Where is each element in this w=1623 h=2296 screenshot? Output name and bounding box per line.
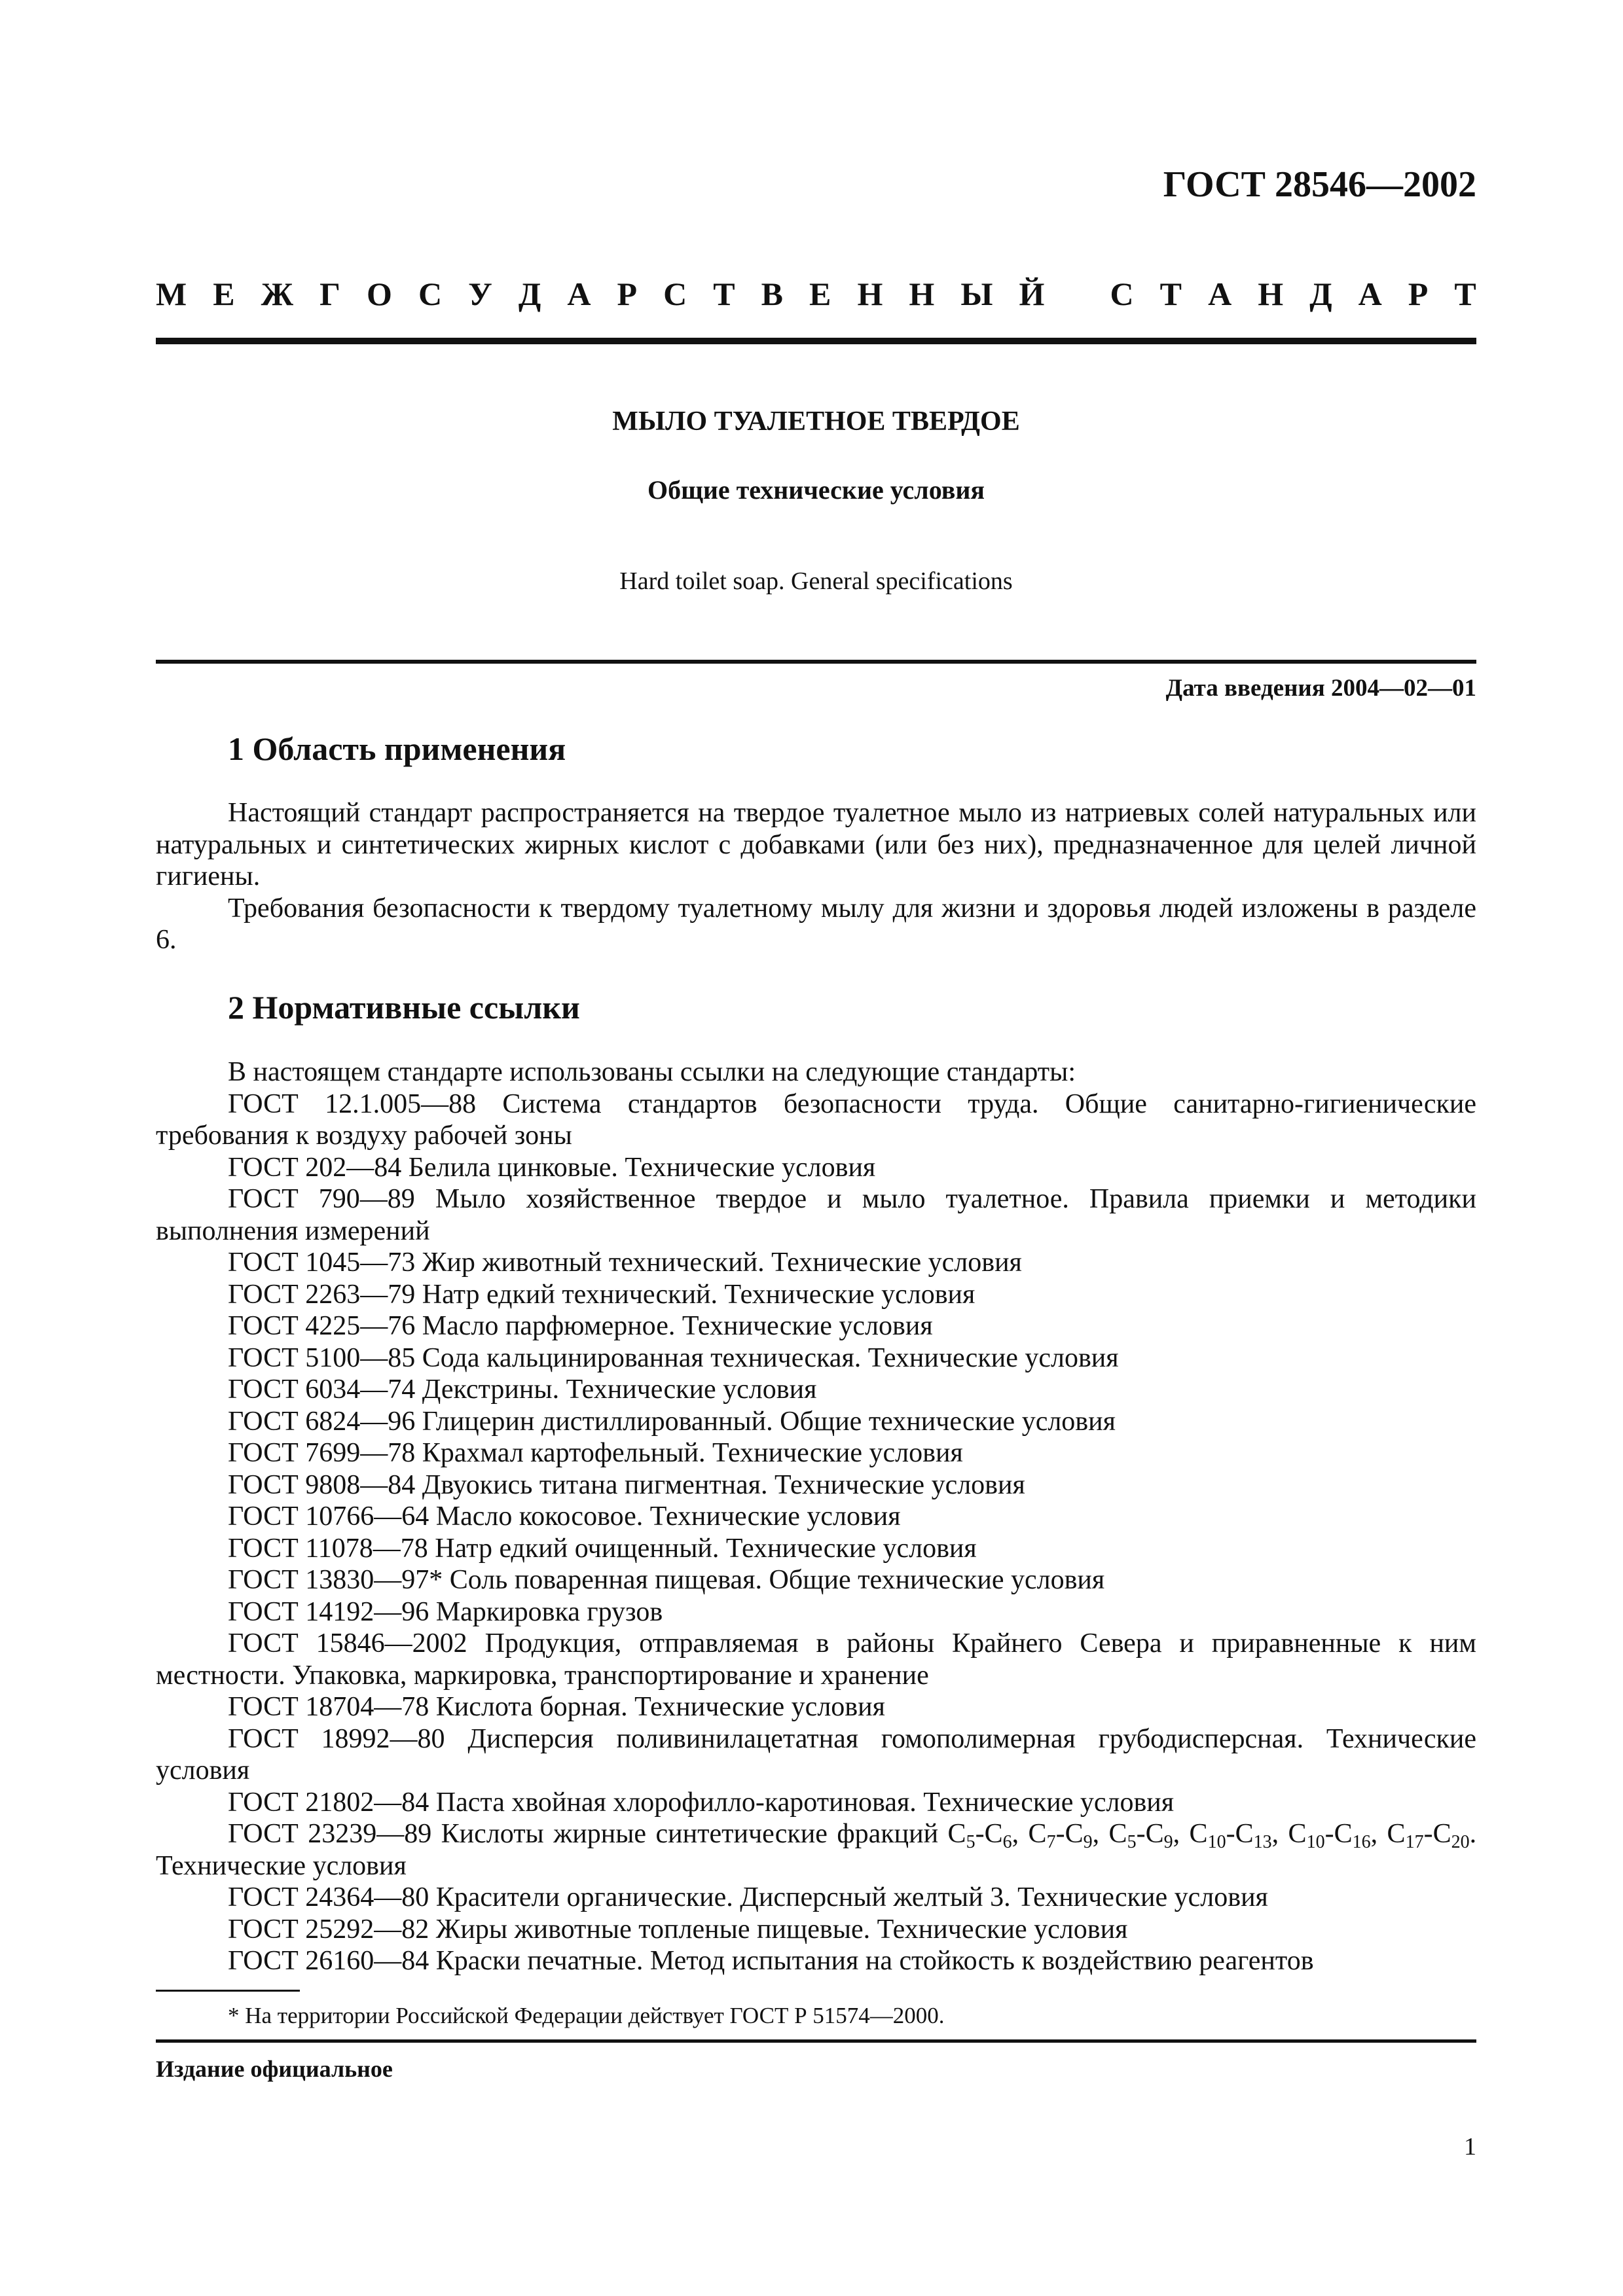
banner-letter: С (1110, 276, 1134, 312)
reference-item: ГОСТ 24364—80 Красители органические. Дисперсный желтый 3. Технические условия (228, 1882, 1268, 1912)
banner-letter: У (468, 276, 492, 312)
english-title: Hard toilet soap. General specifications (619, 567, 1013, 595)
acid-fraction: $С_{17}-С_{20}$ (1387, 1819, 1470, 1852)
section2-body (156, 1056, 1476, 1977)
reference-item-23239: ГОСТ 23239—89 Кислоты жирные синтетические фракций $С_5-С_6$, $С_7-С_9$, $С_5-С_9$, $С_{10}-С_{13}$, $С_{10}-С_{16}$, $С_{17}-С_{20}$. Технические условия (156, 1819, 1477, 1881)
banner-letter: А (1208, 276, 1232, 312)
banner-letter: Т (713, 276, 735, 312)
banner-letter: Т (1159, 276, 1182, 312)
introduction-date: Дата введения 2004—02—01 (1165, 675, 1476, 702)
banner-letter: Ы (960, 276, 993, 312)
acid-fraction: $С_{10}-С_{16}$ (1288, 1819, 1371, 1852)
banner-letter: С (663, 276, 687, 312)
reference-item: ГОСТ 6034—74 Декстрины. Технические условия (228, 1374, 817, 1405)
banner-letter: М (156, 276, 187, 312)
reference-item: ГОСТ 25292—82 Жиры животные топленые пищевые. Технические условия (228, 1914, 1128, 1945)
banner-letter: Е (213, 276, 235, 312)
reference-item: ГОСТ 5100—85 Сода кальцинированная техническая. Технические условия (228, 1342, 1119, 1373)
document-title: МЫЛО ТУАЛЕТНОЕ ТВЕРДОЕ (612, 406, 1020, 437)
section2-heading: 2 Нормативные ссылки (228, 989, 580, 1026)
reference-item: ГОСТ 2263—79 Натр едкий технический. Технические условия (228, 1279, 976, 1310)
banner-letter: А (567, 276, 591, 312)
banner-letter: Н (857, 276, 883, 312)
acid-fraction: $С_5-С_9$ (1108, 1819, 1173, 1852)
reference-item: ГОСТ 18992—80 Дисперсия поливинилацетатная гомополимерная грубодисперсная. Технические условия (156, 1723, 1476, 1785)
document-subtitle: Общие технические условия (647, 475, 985, 505)
banner-letter: Е (809, 276, 831, 312)
reference-item: ГОСТ 9808—84 Двуокись титана пигментная. Технические условия (228, 1469, 1025, 1500)
section1-body (156, 797, 1476, 956)
footnote-rule (156, 1990, 300, 1992)
reference-item: ГОСТ 12.1.005—88 Система стандартов безопасности труда. Общие санитарно-гигиенические требования к воздуху рабочей зоны (156, 1088, 1476, 1151)
reference-item: ГОСТ 7699—78 Крахмал картофельный. Технические условия (228, 1438, 963, 1468)
banner-letter: С (418, 276, 443, 312)
reference-item: ГОСТ 11078—78 Натр едкий очищенный. Технические условия (228, 1533, 977, 1564)
reference-item: ГОСТ 13830—97* Соль поваренная пищевая. Общие технические условия (228, 1565, 1105, 1595)
reference-item: ГОСТ 6824—96 Глицерин дистиллированный. Общие технические условия (228, 1406, 1116, 1437)
footer-rule (156, 2039, 1476, 2043)
banner-letter: Р (617, 276, 638, 312)
banner-letter: Й (1019, 276, 1045, 312)
banner-letter: В (761, 276, 783, 312)
acid-fractions: $С_5-С_6$, $С_7-С_9$, $С_5-С_9$, $С_{10}-С_{13}$, $С_{10}-С_{16}$, $С_{17}-С_{20}$ (947, 1819, 1470, 1852)
reference-item: ГОСТ 1045—73 Жир животный технический. Технические условия (228, 1247, 1022, 1278)
reference-item: ГОСТ 18704—78 Кислота борная. Технические условия (228, 1692, 885, 1722)
header-rule (156, 338, 1476, 344)
reference-item: ГОСТ 14192—96 Маркировка грузов (228, 1596, 663, 1627)
acid-fraction: $С_5-С_6$ (947, 1819, 1012, 1852)
banner-letter: Р (1408, 276, 1429, 312)
footnote: * На территории Российской Федерации действует ГОСТ Р 51574—2000. (228, 2003, 945, 2028)
banner-letter: Д (1309, 276, 1332, 312)
acid-fraction: $С_7-С_9$ (1028, 1819, 1093, 1852)
title-rule (156, 660, 1476, 664)
reference-item: ГОСТ 15846—2002 Продукция, отправляемая в районы Крайнего Севера и приравненные к ним местности. Упаковка, маркировка, транспортирование и хранение (156, 1628, 1476, 1691)
section1-paragraph: Настоящий стандарт распространяется на твердое туалетное мыло из натриевых солей натуральных или натуральных и синтетических жирных кислот с добавками (или без них), предназначенное для целей личной гигиены. (156, 798, 1476, 891)
banner-letter: Т (1454, 276, 1476, 312)
banner-letter: Ж (261, 276, 294, 312)
reference-list-tail (156, 1882, 1476, 1977)
banner-word-gap (1070, 275, 1084, 313)
banner-letter: Д (518, 276, 541, 312)
banner-letter: Н (1258, 276, 1284, 312)
banner-letter: О (367, 276, 392, 312)
reference-item: ГОСТ 790—89 Мыло хозяйственное твердое и мыло туалетное. Правила приемки и методики выполнения измерений (156, 1184, 1476, 1246)
banner-letter: Г (319, 276, 340, 312)
reference-item: ГОСТ 202—84 Белила цинковые. Технические условия (228, 1152, 876, 1183)
gost-code: ГОСТ 28546—2002 (1163, 164, 1476, 205)
page-number: 1 (1464, 2133, 1476, 2161)
acid-fraction: $С_{10}-С_{13}$ (1189, 1819, 1272, 1852)
reference-item: ГОСТ 21802—84 Паста хвойная хлорофилло-каротиновая. Технические условия (228, 1787, 1175, 1818)
banner-letter: А (1358, 276, 1382, 312)
interstate-standard-banner (156, 275, 1476, 313)
reference-item: ГОСТ 26160—84 Краски печатные. Метод испытания на стойкость к воздействию реагентов (228, 1946, 1314, 1976)
reference-item: ГОСТ 4225—76 Масло парфюмерное. Технические условия (228, 1311, 933, 1341)
section1-paragraph: Требования безопасности к твердому туалетному мылу для жизни и здоровья людей изложены в разделе 6. (156, 893, 1476, 955)
references-intro: В настоящем стандарте использованы ссылки на следующие стандарты: (228, 1057, 1076, 1087)
reference-list (156, 1088, 1476, 1819)
section1-heading: 1 Область применения (228, 730, 566, 767)
banner-letter: Н (909, 276, 935, 312)
reference-item: ГОСТ 10766—64 Масло кокосовое. Технические условия (228, 1501, 901, 1532)
official-edition-label: Издание официальное (156, 2056, 393, 2082)
